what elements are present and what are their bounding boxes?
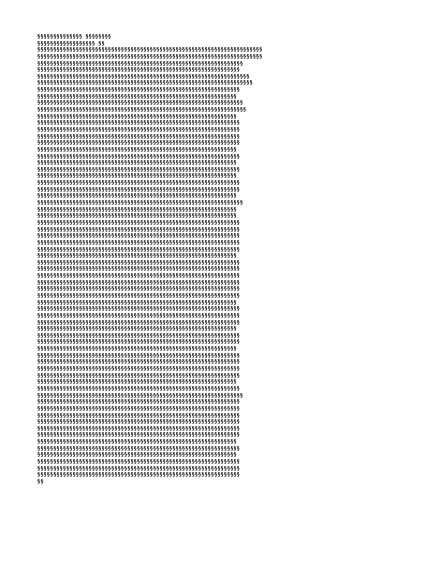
document-text-line: §§§§§§§§§§§§§§§§§§§§§§§§§§§§§§§§§§§§§§§§§§§§§§§§§§§§§§§§§§§§§§§ <box>37 459 240 465</box>
document-text-line: §§§§§§§§§§§§§§§§§§§§§§§§§§§§§§§§§§§§§§§§§§§§§§§§§§§§§§§§§§§§§§§ <box>37 412 240 419</box>
document-text-line: §§§§§§§§§§§§§§§§§§§§§§§§§§§§§§§§§§§§§§§§§§§§§§§§§§§§§§§§§§§§§§§§§§§§§§ <box>37 53 263 60</box>
document-text-line: §§§§§§§§§§§§§§§§§§§§§§§§§§§§§§§§§§§§§§§§§§§§§§§§§§§§§§§§§§§§§§ <box>37 173 237 180</box>
document-text-line: §§§§§§§§§§§§§§§§§§§§§§§§§§§§§§§§§§§§§§§§§§§§§§§§§§§§§§§§§§§§§§§ <box>37 432 240 439</box>
document-text-line: §§§§§§§§§§§§§§§§§§§§§§§§§§§§§§§§§§§§§§§§§§§§§§§§§§§§§§§§§§§§§§ <box>37 113 237 120</box>
document-text-line: §§§§§§§§§§§§§§§§§§§§§§§§§§§§§§§§§§§§§§§§§§§§§§§§§§§§§§§§§§§§§§§§§§ <box>37 73 250 80</box>
document-text-line: §§§§§§§§§§§§§§§§§§§§§§§§§§§§§§§§§§§§§§§§§§§§§§§§§§§§§§§§§§§§§§§ <box>37 399 240 406</box>
document-text-line: §§§§§§§§§§§§§§§§§§§§§§§§§§§§§§§§§§§§§§§§§§§§§§§§§§§§§§§§§§§§§§§ <box>37 120 240 127</box>
document-text-line: §§§§§§§§§§§§§§§§§§§§§§§§§§§§§§§§§§§§§§§§§§§§§§§§§§§§§§§§§§§§§§§ <box>37 126 240 133</box>
document-text-line: §§§§§§§§§§§§§§§§§§§§§§§§§§§§§§§§§§§§§§§§§§§§§§§§§§§§§§§§§§§§§§ <box>37 160 237 167</box>
document-text-line: §§§§§§§§§§§§§§§§§§§§§§§§§§§§§§§§§§§§§§§§§§§§§§§§§§§§§§§§§§§§§§§ <box>37 472 240 479</box>
document-text-line: §§§§§§§§§§§§§§§§§§§§§§§§§§§§§§§§§§§§§§§§§§§§§§§§§§§§§§§§§§§§§§§ <box>37 133 240 140</box>
document-text-line: §§§§§§§§§§§§§§§§§§§§§§§§§§§§§§§§§§§§§§§§§§§§§§§§§§§§§§§§§§§§§§ <box>37 193 237 200</box>
document-text-line: §§§§§§§§§§§§§§§§§§§§§§§§§§§§§§§§§§§§§§§§§§§§§§§§§§§§§§§§§§§§§§§ <box>37 259 240 266</box>
document-text-line: §§§§§§§§§§§§§§§§§§§§§§§§§§§§§§§§§§§§§§§§§§§§§§§§§§§§§§§§§§§§§§§ <box>37 286 240 293</box>
document-text-line: §§§§§§§§§§§§§§§§§§ §§ <box>37 40 105 47</box>
document-text-line: §§§§§§§§§§§§§§§§§§§§§§§§§§§§§§§§§§§§§§§§§§§§§§§§§§§§§§§§§§§§§§§ <box>37 266 240 273</box>
document-text-line: §§§§§§§§§§§§§§§§§§§§§§§§§§§§§§§§§§§§§§§§§§§§§§§§§§§§§§§§§§§§§§§ <box>37 319 240 326</box>
document-text-line: §§§§§§§§§§§§§§§§§§§§§§§§§§§§§§§§§§§§§§§§§§§§§§§§§§§§§§§§§§§§§§§ <box>37 425 240 432</box>
document-text-line: §§§§§§§§§§§§§§§§§§§§§§§§§§§§§§§§§§§§§§§§§§§§§§§§§§§§§§§§§§§§§§§ <box>37 140 240 147</box>
document-text-line: §§§§§§§§§§§§§§§§§§§§§§§§§§§§§§§§§§§§§§§§§§§§§§§§§§§§§§§§§§§§§§§ <box>37 226 240 233</box>
document-text-line: §§§§§§§§§§§§§§§§§§§§§§§§§§§§§§§§§§§§§§§§§§§§§§§§§§§§§§§§§§§§§§§ <box>37 312 240 319</box>
document-text-line: §§§§§§§§§§§§§§§§§§§§§§§§§§§§§§§§§§§§§§§§§§§§§§§§§§§§§§§§§§§§§§§ <box>37 465 240 472</box>
document-text-line: §§§§§§§§§§§§§§§§§§§§§§§§§§§§§§§§§§§§§§§§§§§§§§§§§§§§§§§§§§§§§§§ <box>37 405 240 412</box>
document-text-line: §§§§§§§§§§§§§§§§§§§§§§§§§§§§§§§§§§§§§§§§§§§§§§§§§§§§§§§§§§§§§§§ <box>37 445 240 452</box>
document-text-line: §§ <box>37 478 44 485</box>
document-text-line: §§§§§§§§§§§§§§§§§§§§§§§§§§§§§§§§§§§§§§§§§§§§§§§§§§§§§§§§§§§§§§§ <box>37 186 240 193</box>
document-text-line: §§§§§§§§§§§§§§§§§§§§§§§§§§§§§§§§§§§§§§§§§§§§§§§§§§§§§§§§§§§§§§ <box>37 253 237 260</box>
document-text-line: §§§§§§§§§§§§§§§§§§§§§§§§§§§§§§§§§§§§§§§§§§§§§§§§§§§§§§§§§§§§§§§ <box>37 153 240 160</box>
document-text-line: §§§§§§§§§§§§§§§§§§§§§§§§§§§§§§§§§§§§§§§§§§§§§§§§§§§§§§§§§§§§§§§ <box>37 233 240 240</box>
document-text-block <box>37 34 413 486</box>
document-text-line: §§§§§§§§§§§§§§§§§§§§§§§§§§§§§§§§§§§§§§§§§§§§§§§§§§§§§§§§§§§§§§ <box>37 439 237 446</box>
document-text-line: §§§§§§§§§§§§§§§§§§§§§§§§§§§§§§§§§§§§§§§§§§§§§§§§§§§§§§§§§§§§§§ <box>37 299 237 306</box>
document-text-line: §§§§§§§§§§§§§§§§§§§§§§§§§§§§§§§§§§§§§§§§§§§§§§§§§§§§§§§§§§§§§§ <box>37 93 237 100</box>
document-text-line: §§§§§§§§§§§§§§§§§§§§§§§§§§§§§§§§§§§§§§§§§§§§§§§§§§§§§§§§§§§§§§§ <box>37 67 240 74</box>
document-text-line: §§§§§§§§§§§§§§§§§§§§§§§§§§§§§§§§§§§§§§§§§§§§§§§§§§§§§§§§§§§§§§ <box>37 213 237 220</box>
document-text-line: §§§§§§§§§§§§§§§§§§§§§§§§§§§§§§§§§§§§§§§§§§§§§§§§§§§§§§§§§§§§§§§§§§§§§§ <box>37 47 263 54</box>
document-text-line: §§§§§§§§§§§§§§§§§§§§§§§§§§§§§§§§§§§§§§§§§§§§§§§§§§§§§§§§§§§§§§§ <box>37 219 240 226</box>
document-text-line: §§§§§§§§§§§§§§ §§§§§§§§ <box>37 34 112 40</box>
document-text-line: §§§§§§§§§§§§§§§§§§§§§§§§§§§§§§§§§§§§§§§§§§§§§§§§§§§§§§§§§§§§§§§ <box>37 339 240 346</box>
document-text-line: §§§§§§§§§§§§§§§§§§§§§§§§§§§§§§§§§§§§§§§§§§§§§§§§§§§§§§§§§§§§§§§§ <box>37 100 243 107</box>
document-text-line: §§§§§§§§§§§§§§§§§§§§§§§§§§§§§§§§§§§§§§§§§§§§§§§§§§§§§§§§§§§§§§§ <box>37 419 240 426</box>
document-text-line: §§§§§§§§§§§§§§§§§§§§§§§§§§§§§§§§§§§§§§§§§§§§§§§§§§§§§§§§§§§§§§§ <box>37 332 240 339</box>
document-text-line: §§§§§§§§§§§§§§§§§§§§§§§§§§§§§§§§§§§§§§§§§§§§§§§§§§§§§§§§§§§§§§ <box>37 379 237 386</box>
document-text-line: §§§§§§§§§§§§§§§§§§§§§§§§§§§§§§§§§§§§§§§§§§§§§§§§§§§§§§§§§§§§§§§ <box>37 359 240 366</box>
document-text-line: §§§§§§§§§§§§§§§§§§§§§§§§§§§§§§§§§§§§§§§§§§§§§§§§§§§§§§§§§§§§§§§ <box>37 372 240 379</box>
document-text-line: §§§§§§§§§§§§§§§§§§§§§§§§§§§§§§§§§§§§§§§§§§§§§§§§§§§§§§§§§§§§§§§ <box>37 180 240 187</box>
document-text-line: §§§§§§§§§§§§§§§§§§§§§§§§§§§§§§§§§§§§§§§§§§§§§§§§§§§§§§§§§§§§§§ <box>37 146 237 153</box>
document-text-line: §§§§§§§§§§§§§§§§§§§§§§§§§§§§§§§§§§§§§§§§§§§§§§§§§§§§§§§§§§§§§§§ <box>37 306 240 313</box>
document-text-line: §§§§§§§§§§§§§§§§§§§§§§§§§§§§§§§§§§§§§§§§§§§§§§§§§§§§§§§§§§§§§§ <box>37 346 237 353</box>
document-text-line: §§§§§§§§§§§§§§§§§§§§§§§§§§§§§§§§§§§§§§§§§§§§§§§§§§§§§§§§§§§§§§§§ <box>37 60 243 67</box>
document-text-line: §§§§§§§§§§§§§§§§§§§§§§§§§§§§§§§§§§§§§§§§§§§§§§§§§§§§§§§§§§§§§§§ <box>37 292 240 299</box>
document-text-line: §§§§§§§§§§§§§§§§§§§§§§§§§§§§§§§§§§§§§§§§§§§§§§§§§§§§§§§§§§§§§§§§ <box>37 200 243 207</box>
document-text-line: §§§§§§§§§§§§§§§§§§§§§§§§§§§§§§§§§§§§§§§§§§§§§§§§§§§§§§§§§§§§§§§§§ <box>37 107 247 114</box>
document-text-line: §§§§§§§§§§§§§§§§§§§§§§§§§§§§§§§§§§§§§§§§§§§§§§§§§§§§§§§§§§§§§§§ <box>37 366 240 373</box>
document-text-line: §§§§§§§§§§§§§§§§§§§§§§§§§§§§§§§§§§§§§§§§§§§§§§§§§§§§§§§§§§§§§§§§§§§ <box>37 80 253 87</box>
document-text-line: §§§§§§§§§§§§§§§§§§§§§§§§§§§§§§§§§§§§§§§§§§§§§§§§§§§§§§§§§§§§§§§ <box>37 273 240 280</box>
document-text-line: §§§§§§§§§§§§§§§§§§§§§§§§§§§§§§§§§§§§§§§§§§§§§§§§§§§§§§§§§§§§§§ <box>37 206 237 213</box>
document-text-line: §§§§§§§§§§§§§§§§§§§§§§§§§§§§§§§§§§§§§§§§§§§§§§§§§§§§§§§§§§§§§§§ <box>37 239 240 246</box>
document-text-line: §§§§§§§§§§§§§§§§§§§§§§§§§§§§§§§§§§§§§§§§§§§§§§§§§§§§§§§§§§§§§§§ <box>37 166 240 173</box>
document-text-line: §§§§§§§§§§§§§§§§§§§§§§§§§§§§§§§§§§§§§§§§§§§§§§§§§§§§§§§§§§§§§§ <box>37 452 237 459</box>
document-text-line: §§§§§§§§§§§§§§§§§§§§§§§§§§§§§§§§§§§§§§§§§§§§§§§§§§§§§§§§§§§§§§§ <box>37 385 240 392</box>
document-text-line: §§§§§§§§§§§§§§§§§§§§§§§§§§§§§§§§§§§§§§§§§§§§§§§§§§§§§§§§§§§§§§§ <box>37 87 240 94</box>
document-text-line: §§§§§§§§§§§§§§§§§§§§§§§§§§§§§§§§§§§§§§§§§§§§§§§§§§§§§§§§§§§§§§§§ <box>37 392 243 399</box>
document-text-line: §§§§§§§§§§§§§§§§§§§§§§§§§§§§§§§§§§§§§§§§§§§§§§§§§§§§§§§§§§§§§§§ <box>37 279 240 286</box>
document-text-line: §§§§§§§§§§§§§§§§§§§§§§§§§§§§§§§§§§§§§§§§§§§§§§§§§§§§§§§§§§§§§§ <box>37 326 237 333</box>
document-text-line: §§§§§§§§§§§§§§§§§§§§§§§§§§§§§§§§§§§§§§§§§§§§§§§§§§§§§§§§§§§§§§§ <box>37 352 240 359</box>
document-text-line: §§§§§§§§§§§§§§§§§§§§§§§§§§§§§§§§§§§§§§§§§§§§§§§§§§§§§§§§§§§§§§§ <box>37 246 240 253</box>
